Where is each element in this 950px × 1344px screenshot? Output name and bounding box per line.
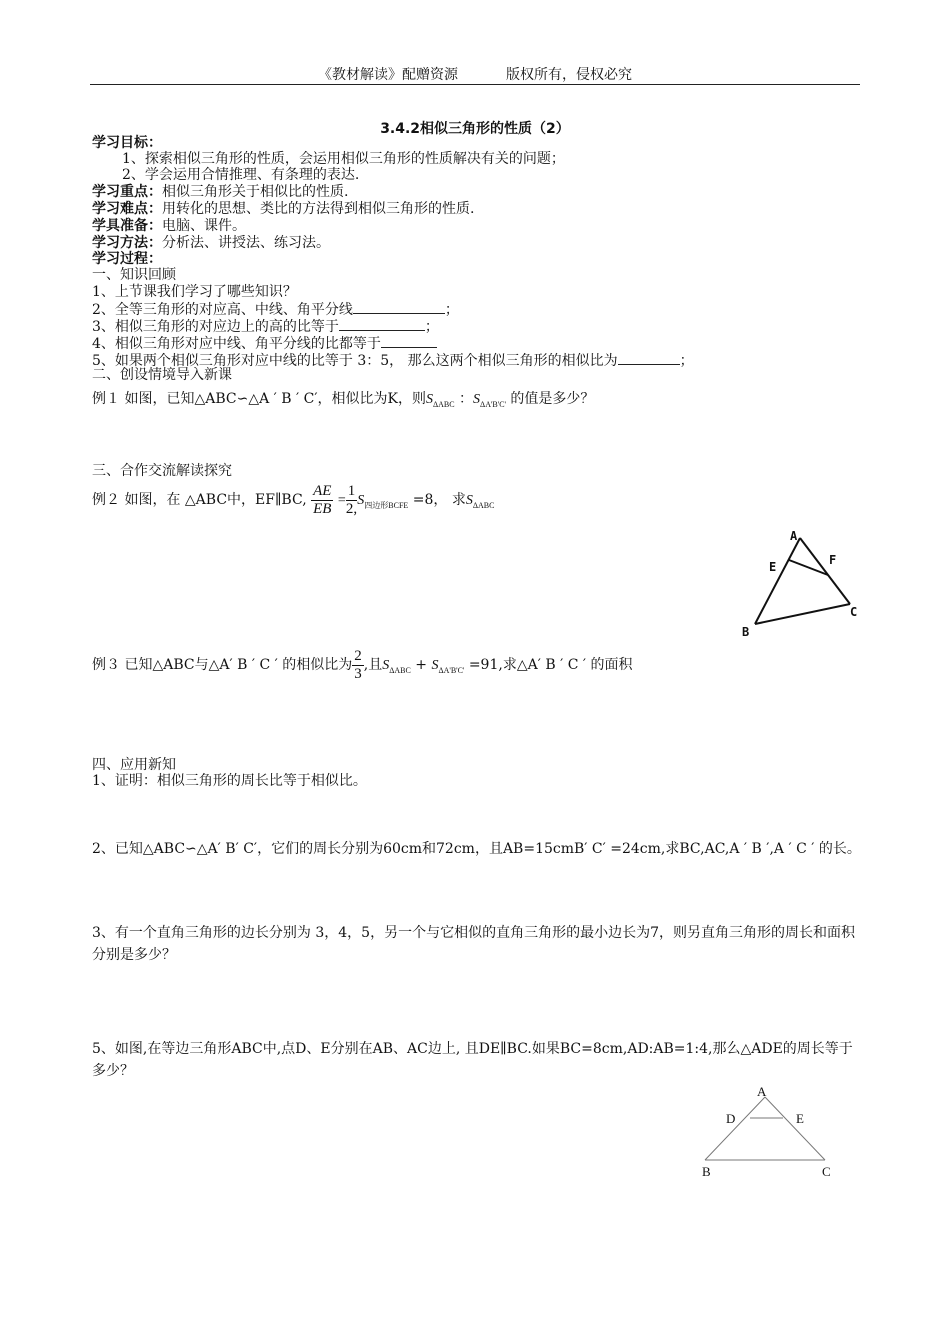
tools-point bbox=[92, 218, 246, 234]
problem-1: 1、证明：相似三角形的周长比等于相似比。 bbox=[92, 773, 367, 789]
page-header bbox=[0, 64, 950, 84]
key-text: 相似三角形关于相似比的性质. bbox=[162, 184, 349, 200]
fraction-denominator: 3 bbox=[354, 665, 362, 682]
area-a2b2c2 bbox=[473, 392, 506, 407]
objective-2: 2、学会运用合情推理、有条理的表达. bbox=[122, 167, 360, 183]
area-subscript: ΔA'B'C' bbox=[438, 666, 465, 675]
area-symbol: S bbox=[357, 493, 365, 508]
tools-text: 电脑、课件。 bbox=[162, 218, 246, 234]
fraction-half bbox=[346, 483, 358, 518]
area-symbol: S bbox=[431, 658, 439, 673]
area-subscript: ΔABC bbox=[472, 501, 495, 510]
header-right: 版权所有，侵权必究 bbox=[506, 67, 632, 83]
key-point bbox=[92, 184, 348, 200]
example-1-text: 例１ 如图，已知△ABC∽△A ′ B ′ C′，相似比为K，则 bbox=[92, 391, 426, 407]
difficulty-text: 用转化的思想、类比的方法得到相似三角形的性质. bbox=[162, 201, 475, 217]
methods-text: 分析法、讲授法、练习法。 bbox=[162, 235, 330, 251]
area-quad bbox=[357, 493, 408, 508]
area-symbol: S bbox=[473, 392, 481, 407]
example-1-tail: 的值是多少？ bbox=[510, 391, 595, 407]
page-title: 3.4.2相似三角形的性质（2） bbox=[380, 121, 570, 137]
area-abc bbox=[426, 392, 455, 407]
area-subscript: ΔABC bbox=[389, 666, 411, 675]
review-q4-text: 4、相似三角形对应中线、角平分线的比都等于 bbox=[92, 336, 381, 352]
answer-blank[interactable] bbox=[339, 317, 425, 331]
label-b: B bbox=[742, 625, 750, 639]
fraction-ratio bbox=[352, 648, 364, 683]
section2-heading: 二、创设情境导入新课 bbox=[92, 367, 232, 383]
review-q3 bbox=[92, 317, 439, 335]
colon: ： bbox=[459, 391, 474, 407]
key-label: 学习重点： bbox=[92, 184, 162, 200]
equals-8: =8， 求 bbox=[412, 492, 466, 508]
label-f: F bbox=[829, 553, 837, 567]
example-1 bbox=[92, 389, 594, 415]
semicolon: ； bbox=[679, 353, 694, 369]
answer-blank[interactable] bbox=[353, 300, 445, 314]
answer-blank[interactable] bbox=[381, 334, 437, 348]
side-ab bbox=[755, 538, 800, 624]
area-symbol: S bbox=[426, 392, 433, 407]
example-3-tail: =91,求△A′ B ′ C ′ 的面积 bbox=[468, 657, 633, 673]
methods-point bbox=[92, 235, 330, 251]
label-e: E bbox=[769, 560, 777, 574]
section4-heading: 四、应用新知 bbox=[92, 757, 176, 773]
difficulty-point bbox=[92, 201, 474, 217]
label-c: C bbox=[822, 1164, 831, 1179]
section3-heading: 三、合作交流解读探究 bbox=[92, 463, 232, 479]
area-symbol: S bbox=[465, 493, 473, 508]
semicolon: ； bbox=[424, 319, 439, 335]
triangle-figure-1 bbox=[735, 524, 865, 642]
label-c: C bbox=[850, 605, 858, 619]
label-a: A bbox=[757, 1084, 767, 1099]
area-subscript: 四边形BCFE bbox=[364, 501, 409, 510]
area-subscript: ΔABC bbox=[433, 400, 455, 409]
equals: = bbox=[337, 493, 346, 508]
review-heading: 一、知识回顾 bbox=[92, 267, 176, 283]
header-rule bbox=[90, 84, 860, 85]
label-b: B bbox=[702, 1164, 711, 1179]
fraction-numerator: 1 bbox=[347, 482, 356, 499]
example-3-and: ,且 bbox=[363, 657, 383, 673]
header-left: 《教材解读》配赠资源 bbox=[318, 67, 458, 83]
fraction-denominator: 2, bbox=[345, 500, 358, 517]
triangle-figure-2 bbox=[695, 1080, 845, 1180]
example-2 bbox=[92, 480, 494, 526]
area-symbol: S bbox=[382, 658, 390, 673]
review-q3-text: 3、相似三角形的对应边上的高的比等于 bbox=[92, 319, 339, 335]
semicolon: ； bbox=[444, 302, 459, 318]
area-subscript: ΔA'B'C' bbox=[480, 400, 506, 409]
review-q2 bbox=[92, 300, 459, 318]
tools-label: 学具准备： bbox=[92, 218, 162, 234]
fraction-numerator: 2 bbox=[354, 647, 362, 664]
problem-2: 2、已知△ABC∽△A′ B′ C′，它们的周长分别为60cm和72cm，且AB=15cmB′ C′ =24cm,求BC,AC,A ′ B ′,A ′ C ′ 的长。 bbox=[92, 841, 861, 857]
fraction-numerator: AE bbox=[313, 482, 332, 499]
review-q4 bbox=[92, 334, 437, 352]
label-d: D bbox=[726, 1111, 736, 1126]
problem-5: 5、如图,在等边三角形ABC中,点D、E分别在AB、AC边上, 且DE∥BC.如果BC=8cm,AD:AB=1:4,那么△ADE的周长等于多少？ bbox=[92, 1041, 853, 1079]
problem-3: 3、有一个直角三角形的边长分别为 3，4，5，另一个与它相似的直角三角形的最小边长为7，则另直角三角形的周长和面积分别是多少？ bbox=[92, 925, 855, 963]
area-abc bbox=[382, 658, 411, 673]
example-3 bbox=[92, 643, 633, 693]
fraction-ae-eb bbox=[311, 483, 333, 518]
review-q5-text: 5、如果两个相似三角形对应中线的比等于 3：5， 那么这两个相似三角形的相似比为 bbox=[92, 353, 618, 369]
objective-1: 1、探索相似三角形的性质，会运用相似三角形的性质解决有关的问题； bbox=[122, 151, 565, 167]
label-a: A bbox=[790, 529, 798, 543]
side-ac bbox=[765, 1097, 825, 1160]
area-a2b2c2 bbox=[431, 658, 464, 673]
fraction-denominator: EB bbox=[313, 500, 332, 517]
objectives-label: 学习目标： bbox=[92, 135, 162, 151]
side-ab bbox=[705, 1097, 765, 1160]
label-e: E bbox=[796, 1111, 804, 1126]
process-label: 学习过程： bbox=[92, 251, 162, 267]
example-2-text: 例２ 如图，在 △ABC中，EF∥BC, bbox=[92, 492, 307, 508]
methods-label: 学习方法： bbox=[92, 235, 162, 251]
side-bc bbox=[755, 604, 850, 624]
side-ac bbox=[800, 538, 850, 604]
example-3-text: 例３ 已知△ABC与△A′ B ′ C ′ 的相似比为 bbox=[92, 657, 353, 673]
review-q2-text: 2、全等三角形的对应高、中线、角平分线 bbox=[92, 302, 353, 318]
area-abc bbox=[466, 493, 495, 508]
plus-sign: + bbox=[415, 657, 427, 673]
answer-blank[interactable] bbox=[618, 351, 680, 365]
difficulty-label: 学习难点： bbox=[92, 201, 162, 217]
review-q1: 1、上节课我们学习了哪些知识？ bbox=[92, 284, 297, 300]
